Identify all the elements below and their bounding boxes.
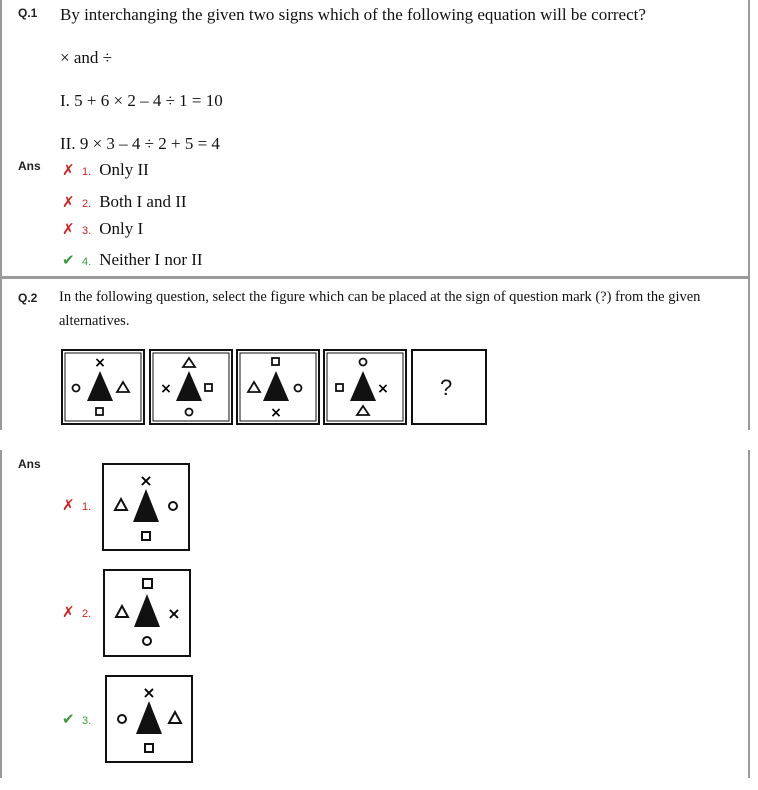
svg-text:×: ×	[270, 405, 282, 421]
option-number: 1.	[82, 166, 92, 178]
option-4[interactable]	[62, 250, 203, 270]
figure-2	[150, 350, 232, 424]
svg-text:×: ×	[167, 604, 181, 623]
question-number: Q.1	[18, 6, 38, 20]
answer-frame-left-border	[0, 450, 2, 778]
cross-icon: ✗	[62, 603, 75, 621]
figure-option-1[interactable]	[101, 462, 191, 552]
option-text: Only I	[99, 219, 144, 238]
svg-text:×: ×	[160, 381, 172, 397]
question-text: By interchanging the given two signs which of the following equation will be correct?	[60, 5, 646, 24]
frame-right-border	[748, 0, 750, 430]
question-text-line-1: In the following question, select the figure which can be placed at the sign of question mark (?) from the given	[59, 289, 701, 305]
equation-one: I. 5 + 6 × 2 – 4 ÷ 1 = 10	[60, 91, 223, 110]
figure-option-3-label[interactable]	[62, 710, 99, 728]
question-number: Q.2	[18, 291, 38, 305]
signs-text: × and ÷	[60, 48, 112, 67]
question-text-line-2: alternatives.	[59, 313, 130, 329]
option-1[interactable]	[62, 160, 149, 180]
svg-text:×: ×	[142, 683, 156, 702]
option-text: Both I and II	[99, 192, 187, 211]
option-number: 4.	[82, 256, 92, 268]
check-icon: ✔	[62, 251, 75, 269]
figure-1	[62, 350, 144, 424]
svg-text:×: ×	[94, 355, 106, 371]
option-3[interactable]	[62, 219, 143, 239]
figure-4	[324, 350, 406, 424]
cross-icon: ✗	[62, 193, 75, 211]
svg-text:×: ×	[139, 471, 153, 490]
option-text: Only II	[99, 160, 149, 179]
equation-two: II. 9 × 3 – 4 ÷ 2 + 5 = 4	[60, 134, 220, 153]
answer-label: Ans	[18, 457, 41, 471]
option-number: 3.	[82, 715, 92, 727]
figure-3	[237, 350, 319, 424]
option-text: Neither I nor II	[99, 250, 203, 269]
answer-frame-right-border	[748, 450, 750, 778]
cross-icon: ✗	[62, 496, 75, 514]
answer-label: Ans	[18, 159, 41, 173]
svg-text:×: ×	[377, 381, 389, 397]
check-icon: ✔	[62, 710, 75, 728]
figure-option-2[interactable]	[102, 568, 192, 658]
cross-icon: ✗	[62, 161, 75, 179]
question-mark: ?	[440, 375, 453, 400]
figure-option-2-label[interactable]	[62, 603, 99, 621]
question-divider	[0, 276, 750, 279]
option-number: 3.	[82, 225, 92, 237]
option-2[interactable]	[62, 192, 187, 212]
figure-option-1-label[interactable]	[62, 496, 99, 514]
option-number: 1.	[82, 501, 92, 513]
option-number: 2.	[82, 608, 92, 620]
option-number: 2.	[82, 198, 92, 210]
cross-icon: ✗	[62, 220, 75, 238]
frame-left-border	[0, 0, 2, 430]
figure-series	[60, 347, 500, 429]
figure-option-3[interactable]	[104, 674, 194, 764]
